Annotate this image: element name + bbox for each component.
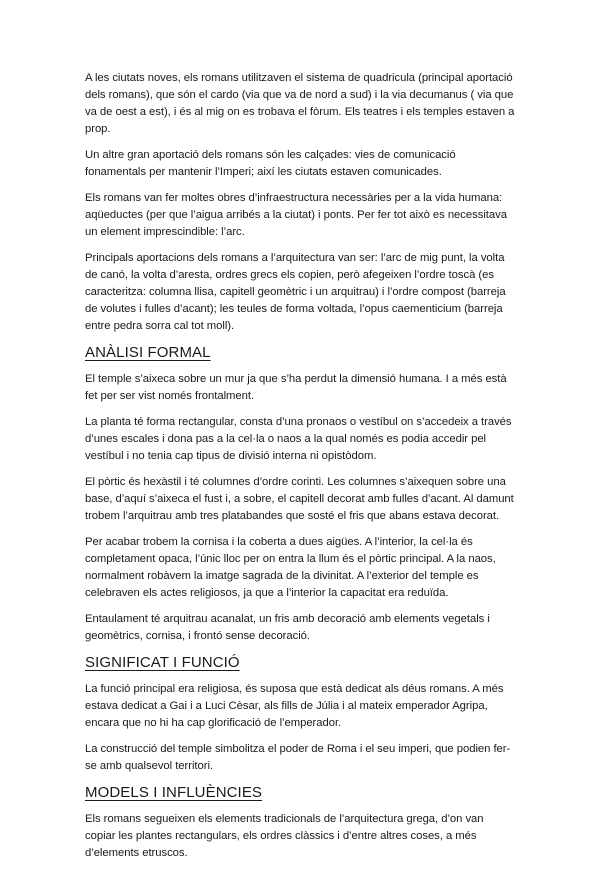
intro-paragraph-3: Els romans van fer moltes obres d’infraestructura necessàries per a la vida humana: aqüeductes (per que l’aigua arribés a la ciutat) i ponts. Per fer tot això es necessitava un element imprescindible: l’arc. (85, 192, 507, 238)
analisi-paragraph-1: El temple s’aixeca sobre un mur ja que s’ha perdut la dimensió humana. I a més està fet per ser vist només frontalment. (85, 373, 507, 402)
intro-paragraph-4: Principals aportacions dels romans a l’arquitectura van ser: l’arc de mig punt, la volta de canó, la volta d’aresta, ordres grecs els copien, però afegeixen l’ordre toscà (es caracteritza: columna llisa, capitell geomètric i un arquitrau) i l’ordre compost (barreja de volutes i fulles d’acant); les teules de forma voltada, l’opus caementicium (barreja entre pedra sorra cal tot moll). (85, 252, 506, 332)
analisi-paragraph-3: El pòrtic és hexàstil i té columnes d’ordre corinti. Les columnes s’aixequen sobre una base, d’aquí s’aixeca el fust i, a sobre, el capitell decorat amb fulles d’acant. Al damunt trobem l’arquitrau amb tres platabandes que sosté el fris que abans estava decorat. (85, 476, 514, 522)
analisi-paragraph-2: La planta té forma rectangular, consta d’una pronaos o vestíbul on s’accedeix a través d’unes escales i dona pas a la cel·la o naos a la qual només es podia accedir pel vestíbul i no tenia cap tipus de divisió interna ni opistòdom. (85, 416, 512, 462)
analisi-paragraph-5: Entaulament té arquitrau acanalat, un fris amb decoració amb elements vegetals i geomètrics, cornisa, i frontó sense decoració. (85, 613, 490, 642)
intro-paragraph-2: Un altre gran aportació dels romans són les calçades: vies de comunicació fonamentals per mantenir l’Imperi; així les ciutats estaven comunicades. (85, 149, 456, 178)
document-page (85, 70, 517, 871)
significat-paragraph-2: La construcció del temple simbolitza el poder de Roma i el seu imperi, que podien fer-se amb qualsevol territori. (85, 743, 511, 772)
models-paragraph-1: Els romans segueixen els elements tradicionals de l’arquitectura grega, d’on van copiar les plantes rectangulars, els ordres clàssics i d’entre altres coses, a més d’elements etruscos. (85, 813, 484, 859)
significat-paragraph-1: La funció principal era religiosa, és suposa que està dedicat als déus romans. A més estava dedicat a Gai i a Luci Cèsar, als fills de Júlia i al mateix emperador Agripa, encara que no hi ha cap glorificació de l’emperador. (85, 683, 504, 729)
heading-models-influencies: MODELS I INFLUÈNCIES (85, 784, 263, 801)
heading-significat-funcio: SIGNIFICAT I FUNCIÓ (85, 654, 240, 671)
analisi-paragraph-4: Per acabar trobem la cornisa i la coberta a dues aigües. A l’interior, la cel·la és completament opaca, l’únic lloc per on entra la llum és el pòrtic principal. A la naos, normalment robàvem la imatge sagrada de la divinitat. A l’exterior del temple es celebraven els actes religiosos, ja que a l’interior la capacitat era reduïda. (85, 536, 496, 599)
intro-paragraph-1: A les ciutats noves, els romans utilitzaven el sistema de quadricula (principal aportació dels romans), que són el cardo (via que va de nord a sud) i la via decumanus ( via que va de oest a est), i és al mig on es trobava el fòrum. Els teatres i els temples estaven a prop. (85, 72, 515, 135)
heading-analisi-formal: ANÀLISI FORMAL (85, 344, 211, 361)
